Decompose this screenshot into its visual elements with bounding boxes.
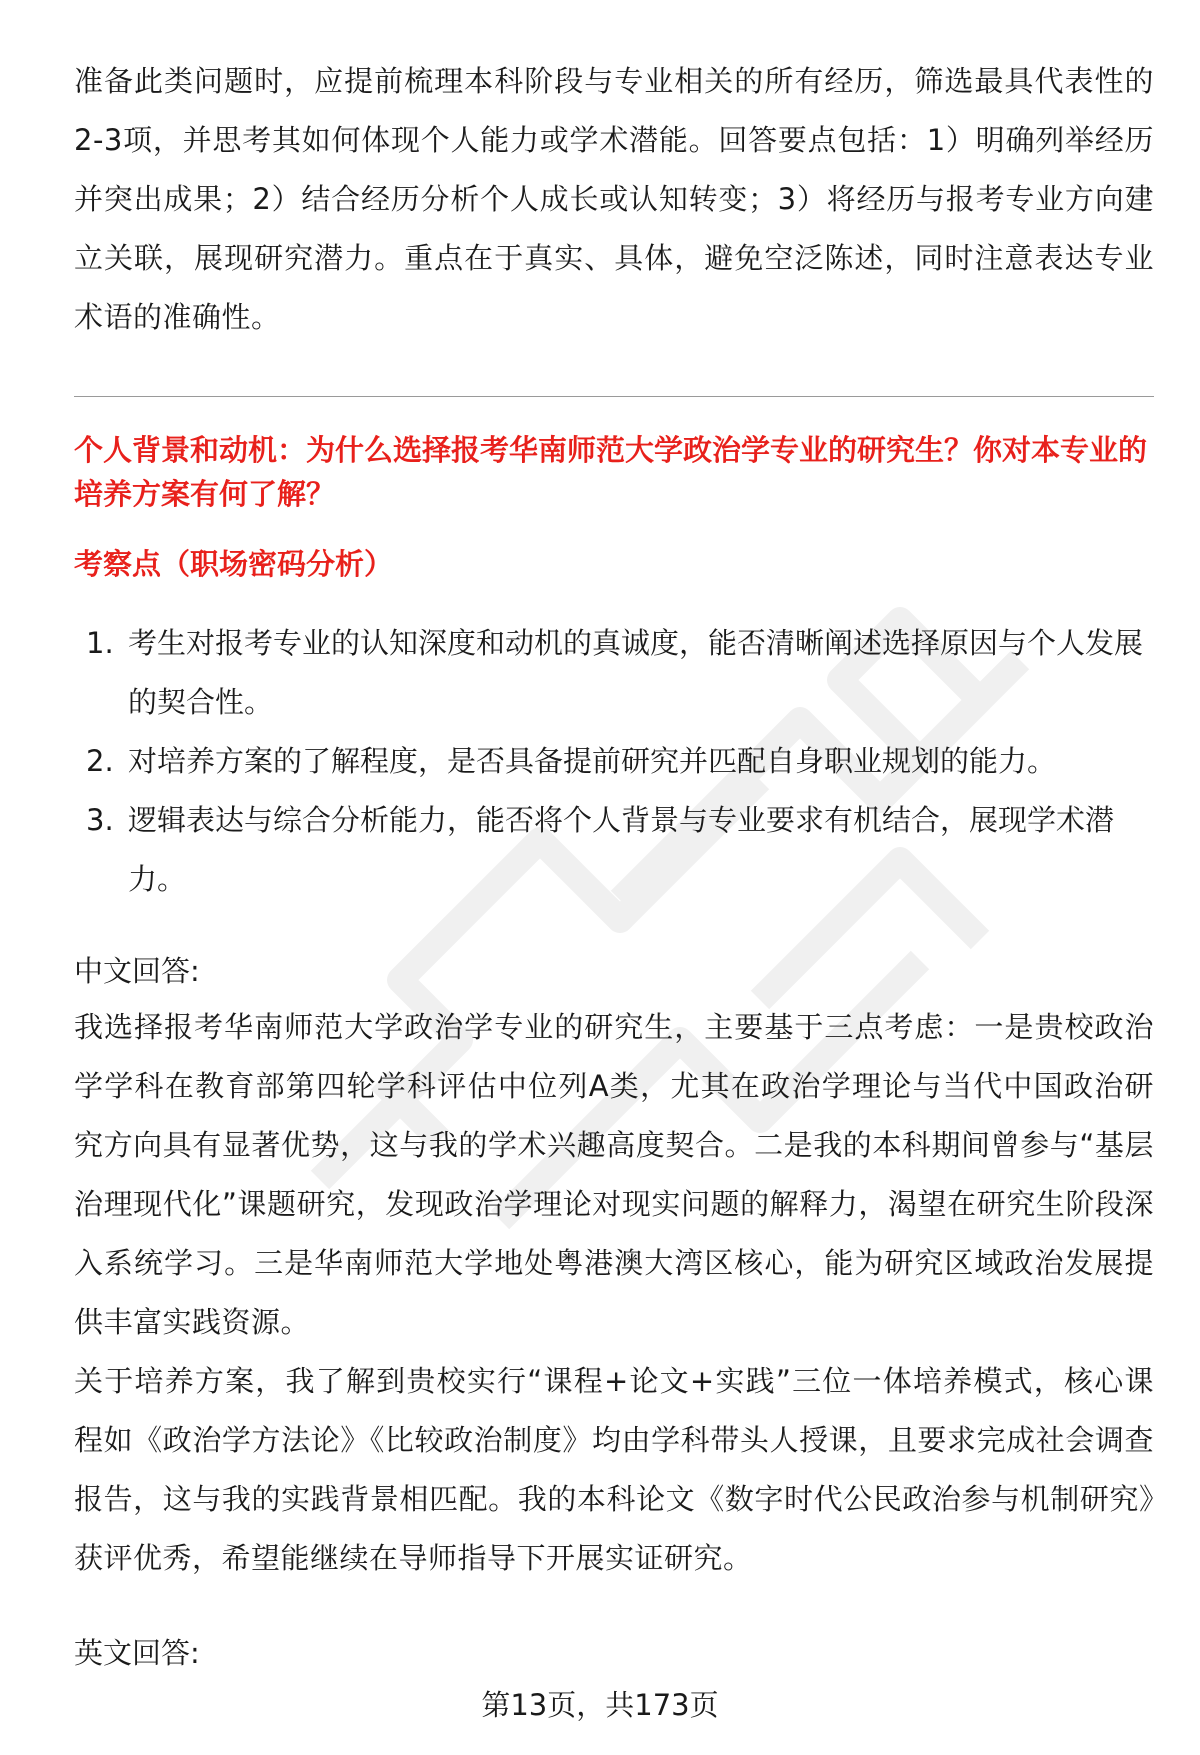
chinese-answer-paragraph: 我选择报考华南师范大学政治学专业的研究生，主要基于三点考虑：一是贵校政治学学科在教育部第四轮学科评估中位列A类，尤其在政治学理论与当代中国政治研究方向具有显著优势，这与我的学术兴趣高度契合。二是我的本科期间曾参与“基层治理现代化”课题研究，发现政治学理论对现实问题的解释力，渴望在研究生阶段深入系统学习。三是华南师范大学地处粤港澳大湾区核心，能为研究区域政治发展提供丰富实践资源。 [74, 1010, 1154, 1339]
list-item-number: 3. [86, 803, 114, 837]
assessment-points-list [74, 614, 1154, 909]
list-item-text: 逻辑表达与综合分析能力，能否将个人背景与专业要求有机结合，展现学术潜力。 [128, 803, 1115, 896]
list-item [74, 732, 1154, 791]
section-divider [74, 396, 1154, 397]
chinese-answer-paragraph: 关于培养方案，我了解到贵校实行“课程+论文+实践”三位一体培养模式，核心课程如《政治学方法论》《比较政治制度》均由学科带头人授课，且要求完成社会调查报告，这与我的实践背景相匹配。我的本科论文《数字时代公民政治参与机制研究》获评优秀，希望能继续在导师指导下开展实证研究。 [74, 1364, 1154, 1575]
english-answer-label: 英文回答: [74, 1636, 200, 1670]
intro-section [74, 52, 1154, 347]
question-heading: 个人背景和动机：为什么选择报考华南师范大学政治学专业的研究生？你对本专业的培养方案有何了解？ [74, 433, 1148, 511]
intro-paragraph: 准备此类问题时，应提前梳理本科阶段与专业相关的所有经历，筛选最具代表性的2-3项，并思考其如何体现个人能力或学术潜能。回答要点包括：1）明确列举经历并突出成果；2）结合经历分析个人成长或认知转变；3）将经历与报考专业方向建立关联，展现研究潜力。重点在于真实、具体，避免空泛陈述，同时注意表达专业术语的准确性。 [74, 64, 1154, 334]
list-item [74, 614, 1154, 732]
list-item-text: 考生对报考专业的认知深度和动机的真诚度，能否清晰阐述选择原因与个人发展的契合性。 [128, 626, 1144, 719]
chinese-answer-label: 中文回答: [74, 954, 200, 988]
list-item-number: 1. [86, 626, 114, 660]
list-item [74, 791, 1154, 909]
page-footer: 第13页，共173页 [481, 1688, 719, 1722]
list-item-number: 2. [86, 744, 114, 778]
assessment-heading: 考察点（职场密码分析） [74, 547, 394, 581]
list-item-text: 对培养方案的了解程度，是否具备提前研究并匹配自身职业规划的能力。 [128, 744, 1057, 778]
chinese-answer-body [74, 998, 1154, 1588]
